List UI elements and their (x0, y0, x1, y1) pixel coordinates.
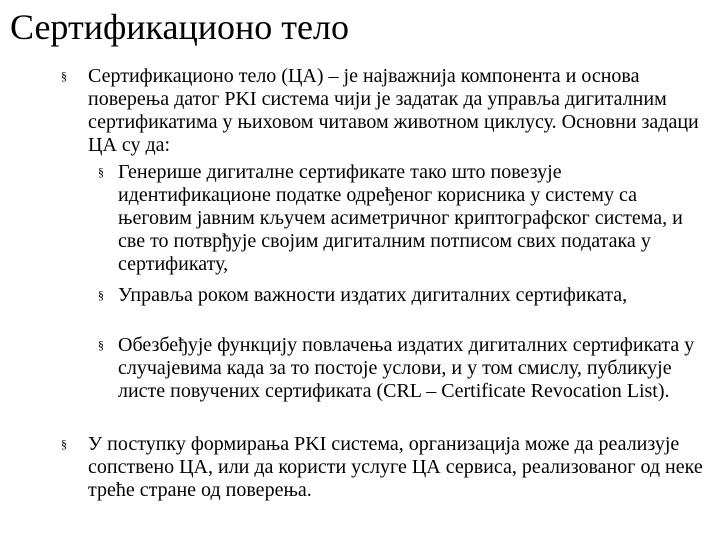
bullet-item (61, 433, 710, 502)
bullet-marker: § (61, 437, 67, 451)
bullet-marker: § (61, 69, 67, 83)
sub-bullet-item (98, 334, 712, 403)
bullet-marker: § (98, 338, 104, 352)
bullet-marker: § (98, 288, 104, 302)
sub-bullet-item (98, 284, 712, 307)
bullet-text: У поступку формирања PKI система, организација може да реализује сопствено ЦА, или да користи услуге ЦА сервиса, реализованог од неке треће стране од поверења. (88, 433, 703, 501)
sub-bullet-item (98, 161, 712, 276)
bullet-text: Сертификационо тело (ЦА) – је најважнија компонента и основа поверења датог PKI система чији је задатак да управља дигиталним сертификатима у њиховом читавом животном циклусу. Основни задаци ЦА су да: (88, 65, 699, 156)
bullet-item (61, 65, 710, 157)
sub-bullet-text: Генерише дигиталне сертификате тако што повезује идентификационе податке одређеног корисника у систему са његовим јавним кључем асиметричног криптографског система, и све то потврђује својим дигиталним потписом свих података у сертификату, (118, 161, 683, 275)
sub-bullet-text: Управља роком важности издатих дигиталних сертификата, (118, 284, 628, 306)
sub-bullet-text: Обезбеђује функцију повлачења издатих дигиталних сертификата у случајевима када за то постоје услови, и у том смислу, публикује листе повучених сертификата (CRL – Certificate Revocation List). (118, 334, 695, 402)
slide-title: Сертификационо тело (10, 7, 349, 47)
bullet-marker: § (98, 165, 104, 179)
